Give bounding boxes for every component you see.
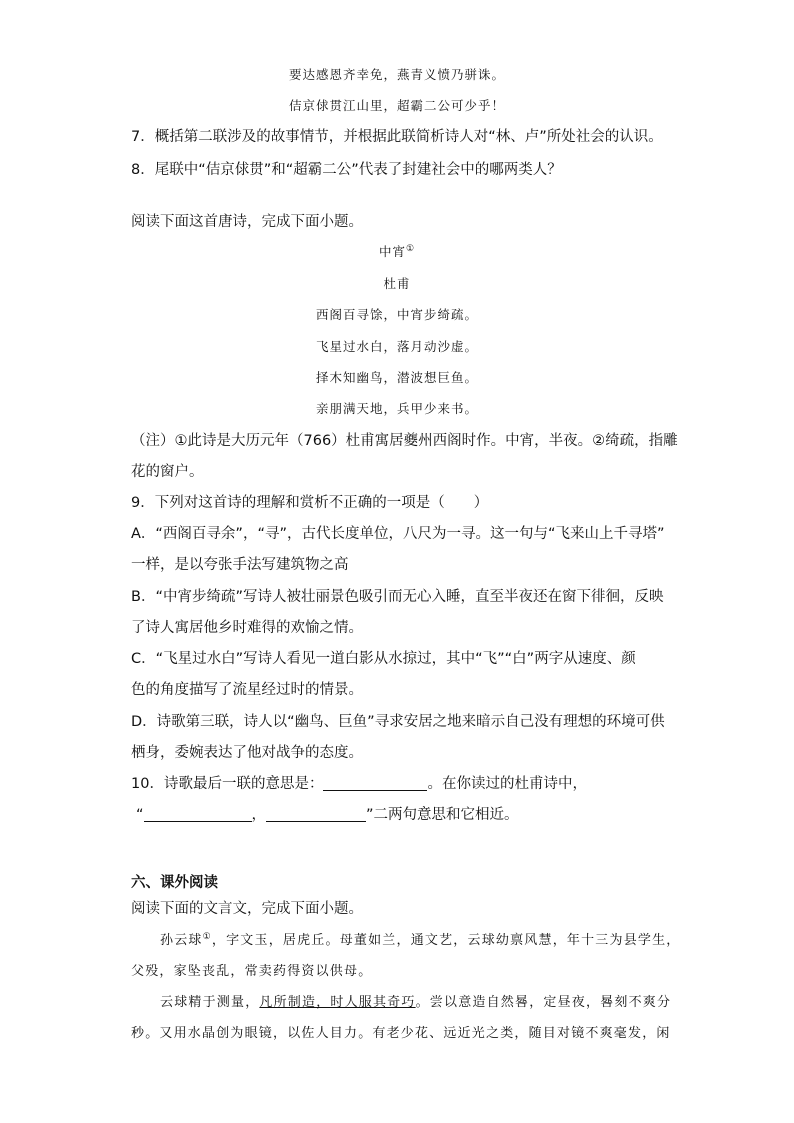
poem-title-text: 中宵 (378, 244, 406, 259)
option-b: B．“中宵步绮疏”写诗人被壮丽景色吸引而无心入睡，直至半夜还在窗下徘徊，反映 (131, 589, 664, 605)
poem-author: 杜甫 (383, 276, 411, 291)
answer-blank[interactable] (323, 776, 427, 791)
question-10 (131, 774, 671, 794)
question-9: 9．下列对这首诗的理解和赏析不正确的一项是（ ） (131, 495, 489, 511)
poem-title (0, 243, 794, 261)
classical-text: 孙云球 (160, 933, 203, 948)
section-heading: 六、课外阅读 (131, 875, 218, 891)
question-7: 7．概括第二联涉及的故事情节，并根据此联简析诗人对“林、卢”所处社会的认识。 (131, 129, 663, 145)
classical-text-line (160, 931, 700, 951)
poem-line: 亲朋满天地，兵甲少来书。 (315, 401, 478, 416)
reading-intro: 阅读下面的文言文，完成下面小题。 (131, 901, 363, 917)
classical-text-line: 秒。又用水晶创为眼镜，以佐人目力。有老少花、远近光之类，随目对镜不爽毫发，闲 (131, 1026, 671, 1041)
question-8: 8．尾联中“佶京俅贯”和“超霸二公”代表了封建社会中的哪两类人？ (131, 162, 562, 178)
poem-line: 要达感恩齐幸免，燕青义愤乃骈诛。 (288, 67, 505, 82)
q10-text: 。在你读过的杜甫诗中， (427, 776, 587, 792)
poem-note: （注）①此诗是大历元年（766）杜甫寓居夔州西阁时作。中宵，半夜。②绮疏，指雕 (131, 433, 678, 449)
footnote-marker: ① (405, 244, 416, 254)
poem-line: 飞星过水白，落月动沙虚。 (315, 339, 478, 354)
poem-note-cont: 花的窗户。 (131, 464, 204, 480)
answer-blank[interactable] (144, 807, 252, 822)
q10-text: 10．诗歌最后一联的意思是： (131, 776, 324, 792)
poem-line: 西阁百寻馀，中宵步绮疏。 (315, 307, 478, 322)
footnote-marker: ① (202, 932, 212, 942)
option-c: C．“飞星过水白”写诗人看见一道白影从水掠过，其中“飞”“白”两字从速度、颜 (131, 651, 636, 667)
option-a: A．“西阁百寻余”，“寻”，古代长度单位，八尺为一寻。这一句与“飞来山上千寻塔” (131, 526, 665, 542)
option-a-cont: 一样，是以夸张手法写建筑物之高 (131, 557, 349, 573)
q10-text: “ (136, 807, 144, 823)
poem-line: 佶京俅贯江山里，超霸二公可少乎！ (288, 98, 505, 113)
answer-blank[interactable] (266, 807, 366, 822)
classical-text: 云球精于测量， (160, 995, 260, 1010)
option-d: D．诗歌第三联，诗人以“幽鸟、巨鱼”寻求安居之地来暗示自己没有理想的环境可供 (131, 714, 665, 730)
q10-text: ”二两句意思和它相近。 (366, 807, 519, 823)
question-10-cont (136, 805, 676, 825)
classical-text: ，字文玉，居虎丘。母董如兰，通文艺，云球幼禀风慧，年十三为县学生， (211, 933, 681, 948)
classical-text-line: 父殁，家坠丧乱，常卖药得资以供母。 (131, 964, 373, 979)
classical-text: 。尝以意造自然晷，定昼夜，晷刻不爽分 (415, 995, 672, 1010)
option-d-cont: 栖身，委婉表达了他对战争的态度。 (131, 745, 363, 761)
q10-text: ， (251, 807, 267, 823)
classical-text-line (160, 993, 700, 1013)
poem-line: 择木知幽鸟，潜波想巨鱼。 (315, 370, 478, 385)
underlined-sentence: 凡所制造，时人服其奇巧 (259, 995, 416, 1010)
option-c-cont: 色的角度描写了流星经过时的情景。 (131, 682, 363, 698)
option-b-cont: 了诗人寓居他乡时难得的欢愉之情。 (131, 620, 363, 636)
reading-intro: 阅读下面这首唐诗，完成下面小题。 (131, 214, 363, 230)
